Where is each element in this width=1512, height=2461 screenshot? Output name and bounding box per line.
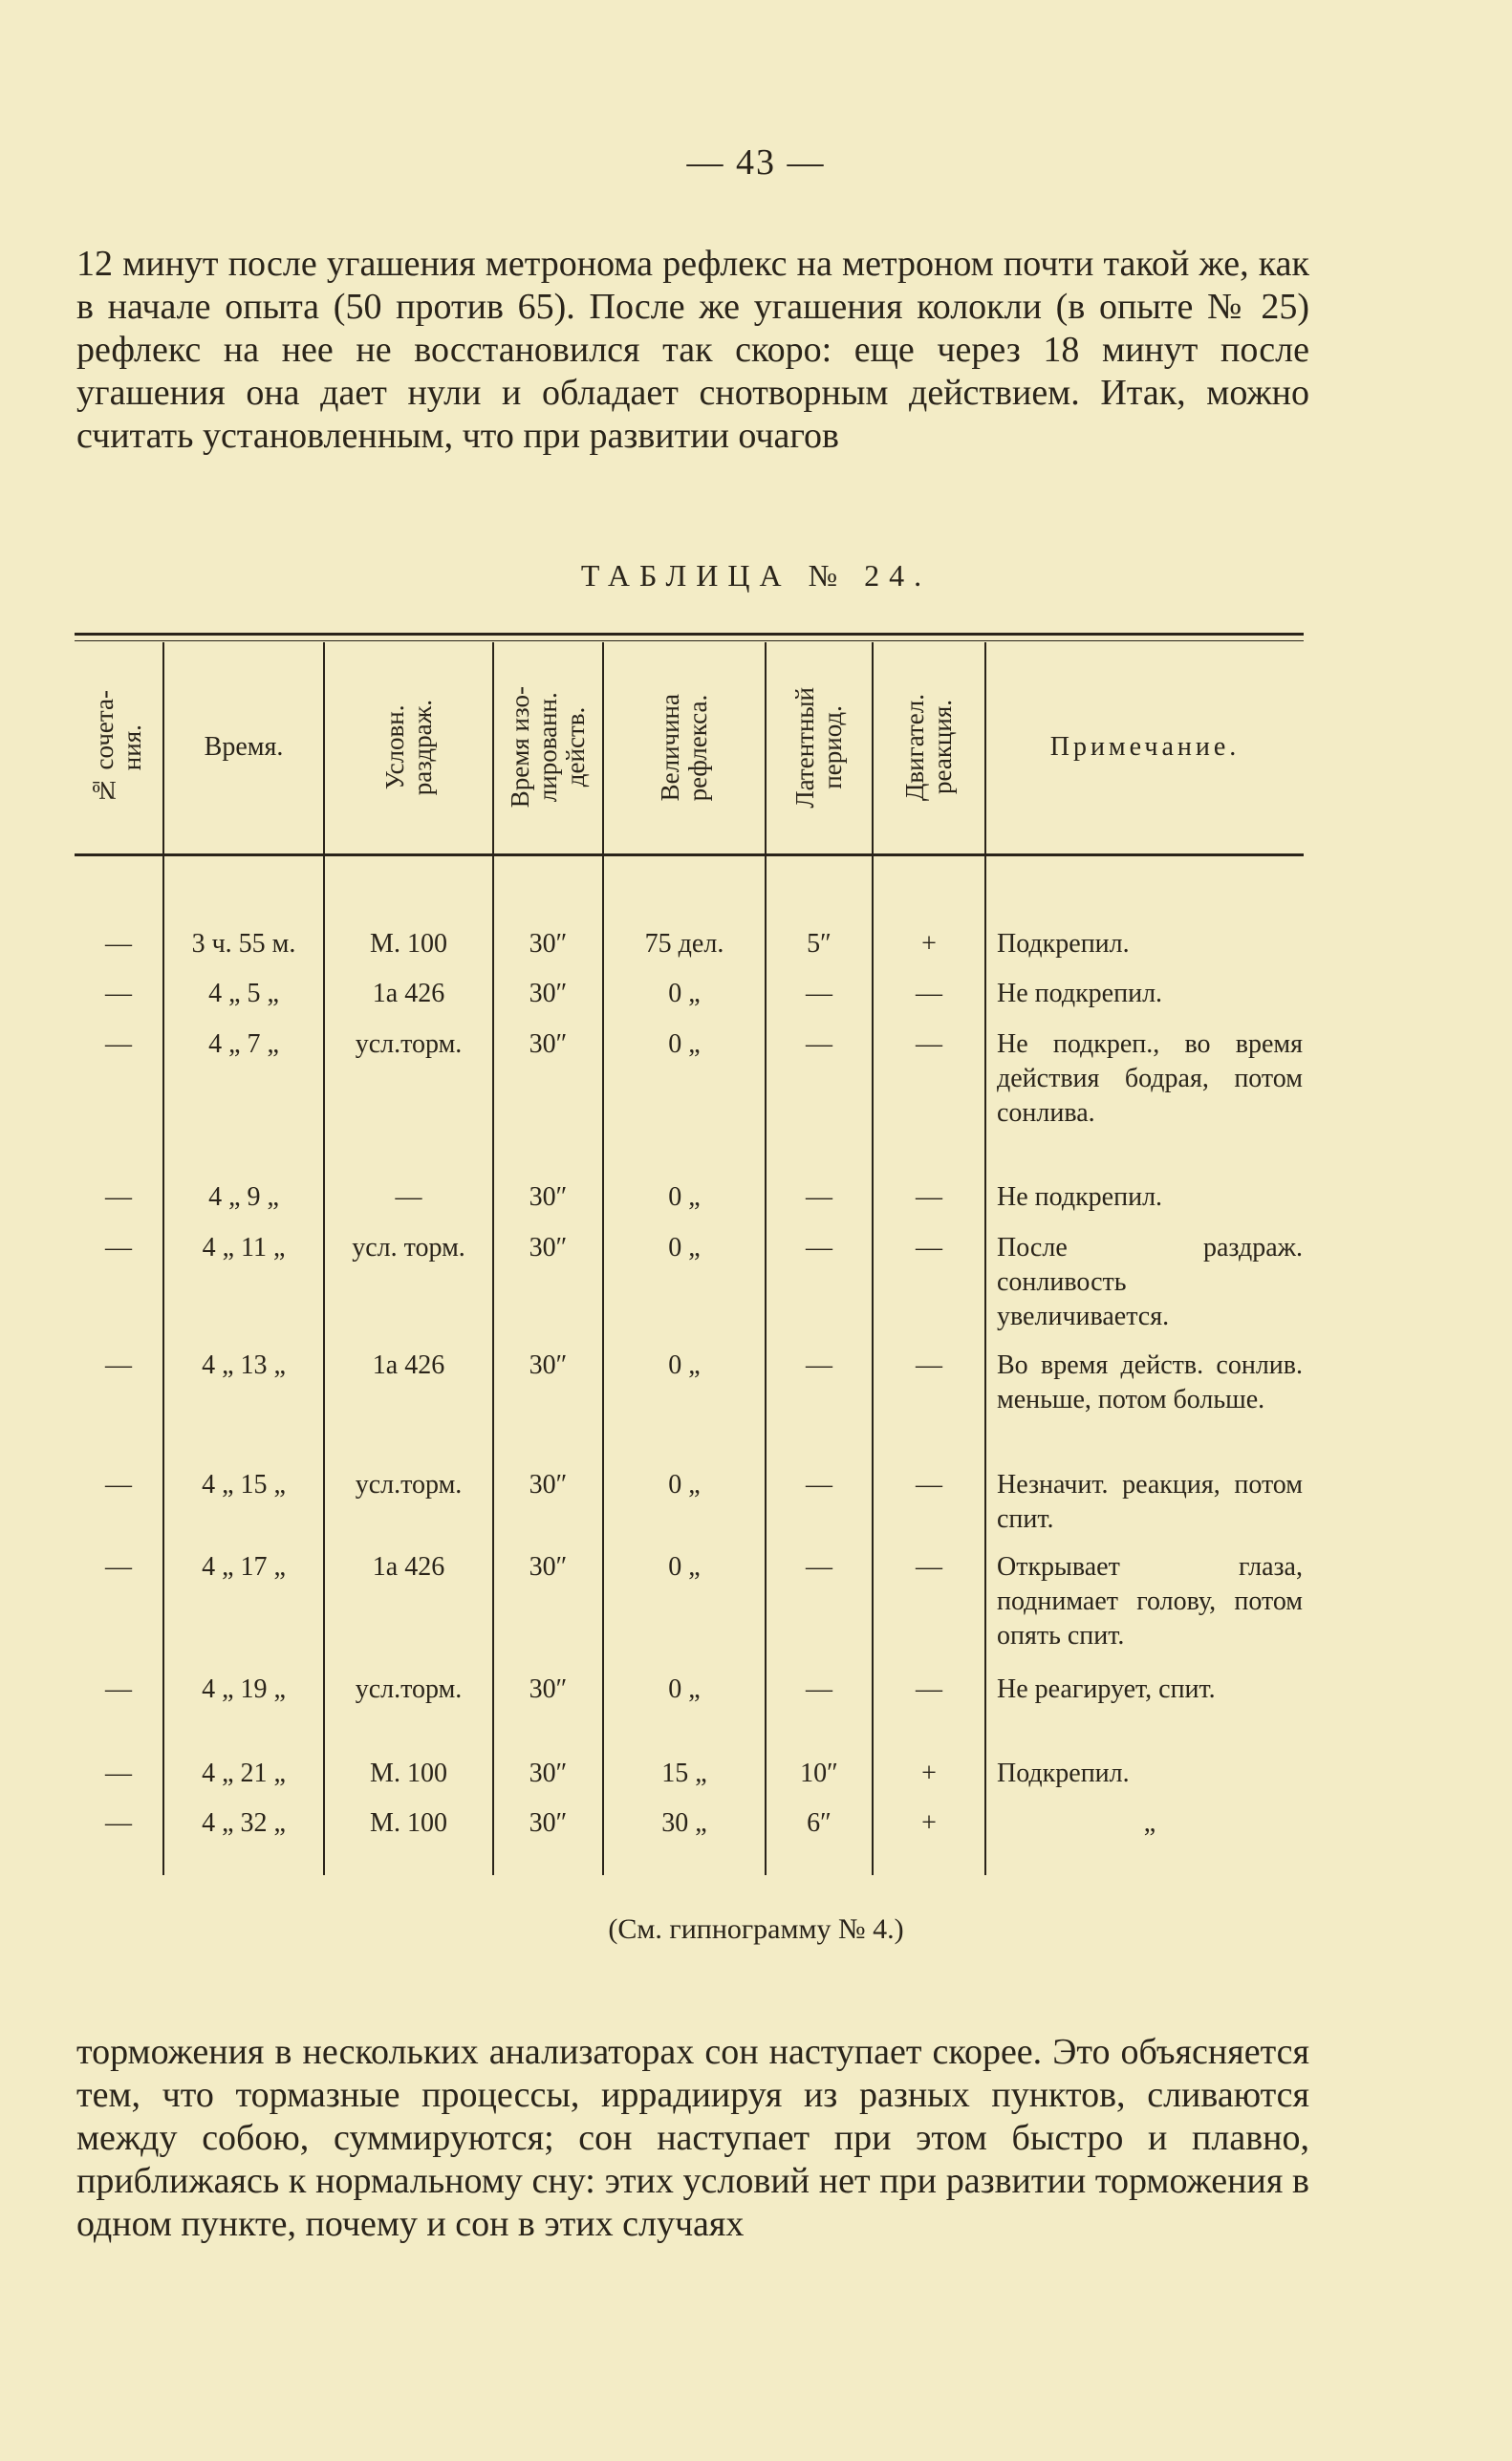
cell-note: Открывает глаза, поднимает голову, потом опять спит.: [997, 1552, 1303, 1651]
cell-motor: —: [916, 1552, 942, 1582]
cell-latent: —: [806, 1233, 832, 1263]
cell-magnitude: 0 „: [668, 1552, 701, 1582]
header-cell-time: [164, 642, 323, 853]
cell-latent: 10″: [800, 1759, 838, 1788]
cell-motor: —: [916, 1029, 942, 1059]
header-note-label: Примечание.: [1049, 732, 1241, 762]
header-cell-note: [986, 642, 1304, 853]
cell-stimulus: М. 100: [370, 929, 447, 959]
cell-isolated-time: 30″: [529, 1233, 568, 1263]
cell-note: „: [1143, 1808, 1156, 1838]
cell-motor: +: [921, 929, 937, 959]
cell-number: —: [105, 979, 132, 1008]
table-caption: (См. гипнограмму № 4.): [608, 1913, 904, 1945]
cell-time: 4 „ 15 „: [202, 1470, 286, 1500]
cell-latent: —: [806, 1029, 832, 1059]
cell-note: Не подкреп., во время действия бодрая, потом сонлива.: [997, 1029, 1303, 1128]
cell-isolated-time: 30″: [529, 1350, 568, 1380]
cell-motor: —: [916, 1233, 942, 1263]
cell-isolated-time: 30″: [529, 979, 568, 1008]
cell-time: 4 „ 32 „: [202, 1808, 286, 1838]
header-time-label: Время.: [204, 732, 284, 762]
cell-latent: 5″: [807, 929, 832, 959]
cell-magnitude: 0 „: [668, 1182, 701, 1212]
cell-stimulus: усл.торм.: [355, 1029, 463, 1059]
cell-isolated-time: 30″: [529, 1552, 568, 1582]
cell-note: Не подкрепил.: [997, 1182, 1163, 1212]
cell-stimulus: усл. торм.: [352, 1233, 465, 1263]
header-cell-isolated-time: [494, 642, 602, 853]
paragraph-bottom: торможения в нескольких анализаторах сон наступает скорее. Это объясняется тем, что тормазные процессы, иррадиируя из разных пунктов, сливаются между собою, суммируются; сон наступает при этом быстро и плавно, приближаясь к нормальному сну: этих условий нет при развитии торможения в одном пункте, почему и сон в этих случаях: [76, 2032, 1309, 2244]
cell-magnitude: 0 „: [668, 1029, 701, 1059]
cell-note: Не реагирует, спит.: [997, 1674, 1216, 1704]
header-cell-magnitude: [604, 642, 765, 853]
header-number-label: № сочета- ния.: [90, 689, 146, 806]
cell-isolated-time: 30″: [529, 929, 568, 959]
cell-note: Подкрепил.: [997, 929, 1130, 959]
cell-magnitude: 75 дел.: [644, 929, 724, 959]
cell-magnitude: 0 „: [668, 1674, 701, 1704]
cell-note: После раздраж. сонливость увеличивается.: [997, 1233, 1303, 1331]
cell-time: 4 „ 5 „: [208, 979, 279, 1008]
table-top-rule-thin: [75, 640, 1304, 641]
cell-number: —: [105, 1470, 132, 1500]
header-cell-motor: [874, 642, 984, 853]
cell-note: Во время действ. сонлив. меньше, потом больше.: [997, 1350, 1303, 1414]
header-isolated-time-label: Время изо- лированн. действ.: [506, 686, 590, 809]
cell-motor: +: [921, 1759, 937, 1788]
cell-time: 4 „ 7 „: [208, 1029, 279, 1059]
header-magnitude-label: Величина рефлекса.: [656, 693, 712, 802]
cell-magnitude: 15 „: [661, 1759, 707, 1788]
cell-stimulus: М. 100: [370, 1759, 447, 1788]
cell-stimulus: —: [395, 1182, 422, 1212]
cell-motor: —: [916, 1674, 942, 1704]
header-latent-label: Латентный период.: [790, 686, 847, 809]
cell-latent: —: [806, 1552, 832, 1582]
cell-number: —: [105, 1674, 132, 1704]
cell-stimulus: М. 100: [370, 1808, 447, 1838]
cell-stimulus: усл.торм.: [355, 1470, 463, 1500]
table-title: ТАБЛИЦА № 24.: [580, 558, 932, 593]
cell-motor: —: [916, 979, 942, 1008]
header-cell-stimulus: [325, 642, 492, 853]
cell-number: —: [105, 1182, 132, 1212]
cell-number: —: [105, 1029, 132, 1059]
paragraph-top: 12 минут после угашения метронома рефлекс на метроном почти такой же, как в начале опыта (50 против 65). После же угашения колокли (в опыте № 25) рефлекс на нее не восстановился так скоро: еще через 18 минут после угашения она дает нули и обладает снотворным действием. Итак, можно считать установленным, что при развитии очагов: [76, 244, 1309, 456]
cell-number: —: [105, 1759, 132, 1788]
cell-time: 3 ч. 55 м.: [191, 929, 296, 959]
cell-motor: —: [916, 1350, 942, 1380]
cell-stimulus: 1а 426: [372, 1552, 445, 1582]
cell-isolated-time: 30″: [529, 1808, 568, 1838]
header-motor-label: Двигател. реакция.: [900, 694, 957, 801]
cell-note: Незначит. реакция, потом спит.: [997, 1470, 1303, 1534]
cell-number: —: [105, 929, 132, 959]
cell-magnitude: 0 „: [668, 1233, 701, 1263]
cell-motor: —: [916, 1182, 942, 1212]
cell-stimulus: 1а 426: [372, 1350, 445, 1380]
header-stimulus-label: Условн. раздраж.: [379, 699, 437, 796]
cell-note: Не подкрепил.: [997, 979, 1163, 1008]
table-top-rule: [75, 633, 1304, 636]
cell-motor: +: [921, 1808, 937, 1838]
cell-latent: —: [806, 1674, 832, 1704]
cell-time: 4 „ 11 „: [202, 1233, 286, 1263]
cell-time: 4 „ 17 „: [202, 1552, 286, 1582]
header-cell-latent: [767, 642, 872, 853]
header-cell-number: [75, 642, 162, 853]
cell-isolated-time: 30″: [529, 1470, 568, 1500]
cell-note: Подкрепил.: [997, 1759, 1130, 1788]
cell-magnitude: 0 „: [668, 1350, 701, 1380]
cell-latent: —: [806, 1470, 832, 1500]
cell-isolated-time: 30″: [529, 1029, 568, 1059]
cell-number: —: [105, 1350, 132, 1380]
cell-number: —: [105, 1808, 132, 1838]
cell-latent: —: [806, 1350, 832, 1380]
cell-number: —: [105, 1552, 132, 1582]
cell-motor: —: [916, 1470, 942, 1500]
cell-magnitude: 0 „: [668, 1470, 701, 1500]
cell-time: 4 „ 9 „: [208, 1182, 279, 1212]
cell-isolated-time: 30″: [529, 1674, 568, 1704]
cell-number: —: [105, 1233, 132, 1263]
cell-stimulus: 1а 426: [372, 979, 445, 1008]
cell-magnitude: 0 „: [668, 979, 701, 1008]
cell-magnitude: 30 „: [661, 1808, 707, 1838]
cell-time: 4 „ 21 „: [202, 1759, 286, 1788]
table-header-rule: [75, 853, 1304, 856]
cell-latent: —: [806, 979, 832, 1008]
cell-time: 4 „ 19 „: [202, 1674, 286, 1704]
cell-time: 4 „ 13 „: [202, 1350, 286, 1380]
cell-stimulus: усл.торм.: [355, 1674, 463, 1704]
page-number: — 43 —: [686, 142, 826, 183]
cell-isolated-time: 30″: [529, 1182, 568, 1212]
cell-latent: —: [806, 1182, 832, 1212]
cell-isolated-time: 30″: [529, 1759, 568, 1788]
cell-latent: 6″: [807, 1808, 832, 1838]
